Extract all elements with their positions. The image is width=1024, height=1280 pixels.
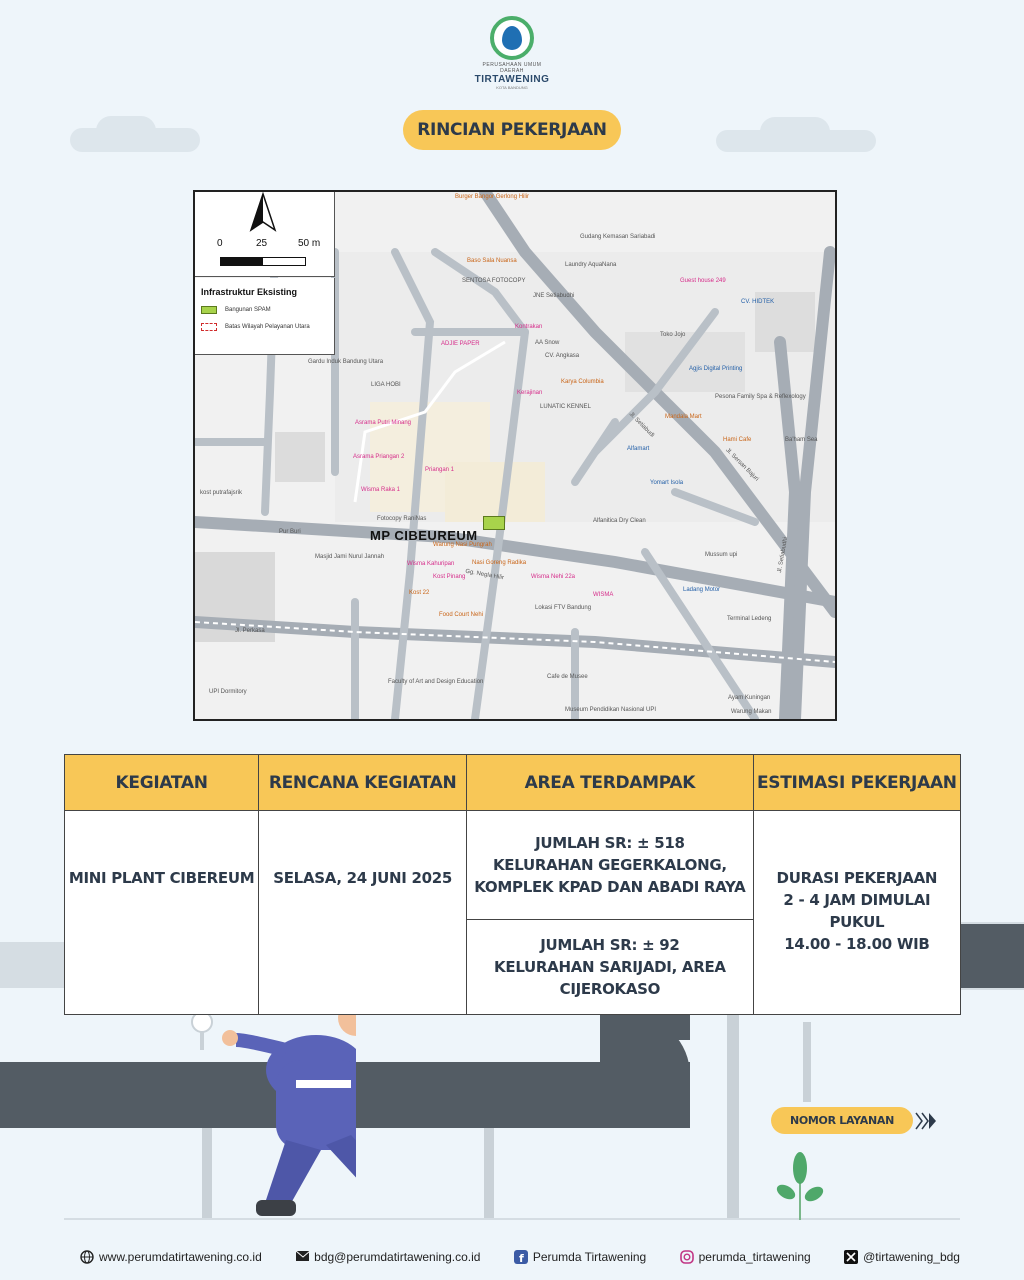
map-poi: SENTOSA FOTOCOPY [462, 278, 526, 284]
estimasi-line: DURASI PEKERJAAN [776, 869, 938, 887]
map-poi: Guest house 249 [680, 278, 726, 284]
scale-label-25: 25 [256, 238, 268, 249]
north-arrow-icon [243, 192, 283, 238]
map-poi: Kontrakan [515, 324, 543, 330]
legend-item-boundary [201, 323, 310, 331]
map-poi: LUNATIC KENNEL [540, 404, 591, 410]
legend-title: Infrastruktur Eksisting [201, 287, 298, 297]
header-area: AREA TERDAMPAK [467, 755, 754, 811]
street-label: Jl. Setiabudi [627, 411, 656, 439]
logo-tagline: PERUSAHAAN UMUM DAERAH [482, 62, 542, 74]
work-details-table [64, 754, 961, 1015]
logo-sub: KOTA BANDUNG [496, 85, 528, 90]
pipe-right-end [960, 924, 1024, 988]
header-kegiatan: KEGIATAN [65, 755, 259, 811]
footer-x[interactable] [844, 1250, 960, 1264]
estimasi-line: 14.00 - 18.00 WIB [784, 935, 930, 953]
area-1-line: KELURAHAN GEGERKALONG, [492, 856, 727, 874]
tirtawening-logo [472, 16, 552, 88]
legend-item-label: Bangunan SPAM [225, 307, 271, 313]
map-poi: Yomart Isola [650, 480, 684, 486]
cloud-right-top [760, 117, 830, 147]
map-poi: Terminal Ledeng [727, 616, 772, 622]
cell-area-2 [467, 920, 754, 1015]
map-poi: CV. HIDTEK [741, 299, 775, 305]
map-poi: Karya Columbia [561, 379, 604, 385]
water-drop-logo-icon [490, 16, 534, 60]
map-poi: WISMA [593, 592, 614, 598]
footer [80, 1246, 960, 1268]
map-poi: Laundry AquaNana [565, 262, 617, 268]
facebook-icon [514, 1250, 528, 1264]
map-poi: Pur Buri [279, 529, 301, 535]
map-poi: AA Snow [535, 340, 560, 346]
map-poi: Burger Bangor Gerlong Hilir [455, 194, 530, 200]
legend-item-spam [201, 306, 271, 314]
footer-instagram[interactable] [680, 1250, 811, 1264]
arrow-right-icon [914, 1109, 938, 1133]
map-poi: kost putrafajsrik [200, 490, 243, 496]
map-poi: CV. Angkasa [545, 353, 580, 359]
pressure-gauge-icon [188, 1010, 216, 1050]
facebook-text: Perumda Tirtawening [532, 1250, 647, 1264]
plant-icon [770, 1150, 830, 1220]
map-poi: Ladang Motor [683, 587, 721, 593]
map-poi: Alfamart [627, 446, 650, 452]
page-title: RINCIAN PEKERJAAN [403, 110, 621, 150]
map-poi: Nasi Goreng Radika [472, 560, 527, 566]
map-poi: Museum Pendidikan Nasional UPI [565, 707, 657, 713]
x-text: @tirtawening_bdg [863, 1250, 960, 1264]
map-poi: Pesona Family Spa & Reflexology [715, 394, 806, 400]
area-1-line: KOMPLEK KPAD DAN ABADI RAYA [474, 878, 746, 896]
map-poi: Kost 22 [409, 590, 430, 596]
map-poi: Priangan 1 [425, 467, 455, 473]
footer-website[interactable] [80, 1250, 262, 1264]
map-poi: LIGA HOBI [371, 382, 401, 388]
map-poi: Agjis Digital Printing [689, 366, 743, 372]
footer-email[interactable] [295, 1250, 480, 1264]
spam-building-marker [483, 516, 505, 530]
scale-bar [220, 257, 306, 266]
map-poi: Food Court Nehi [439, 612, 484, 618]
map-poi: Gudang Kemasan Sariabadi [580, 234, 656, 240]
x-icon [844, 1250, 858, 1264]
area-1-line: JUMLAH SR: ± 518 [535, 834, 685, 852]
location-map [193, 190, 837, 721]
map-poi: Mussum upi [705, 552, 738, 558]
mp-cibeureum-label: MP CIBEUREUM [370, 528, 478, 543]
map-poi: Ayam Kuningan [728, 695, 771, 701]
instagram-icon [680, 1250, 694, 1264]
worker-illustration [196, 1000, 356, 1230]
map-poi: Wisma Raka 1 [361, 487, 401, 493]
map-poi: UPI Dormitory [209, 689, 247, 695]
table-header-row [65, 755, 961, 811]
mail-icon [295, 1250, 309, 1264]
map-poi: Masjid Jami Nurul Jannah [315, 554, 385, 560]
cell-rencana: SELASA, 24 JUNI 2025 [259, 811, 467, 1015]
email-text: bdg@perumdatirtawening.co.id [314, 1250, 481, 1264]
pipe-support [727, 1012, 739, 1220]
map-poi: Fotocopy RaniNas [377, 516, 427, 522]
map-poi: Wisma Kahuripan [407, 561, 455, 567]
svg-text:f: f [518, 1252, 524, 1264]
map-poi: Hami Cafe [723, 437, 752, 443]
map-poi: Alfanitica Dry Clean [593, 518, 646, 524]
instagram-text: perumda_tirtawening [698, 1250, 811, 1264]
map-poi: Gardu Induk Bandung Utara [308, 359, 384, 365]
area-2-line: JUMLAH SR: ± 92 [540, 936, 680, 954]
map-poi: Ba'ham Sea [785, 437, 818, 443]
header-rencana: RENCANA KEGIATAN [259, 755, 467, 811]
map-poi: Kerajinan [517, 390, 543, 396]
map-poi: Faculty of Art and Design Education [388, 679, 484, 685]
pipe-background-left [0, 942, 64, 988]
map-poi: Asrama Putri Minang [355, 420, 412, 426]
map-poi: Lokasi FTV Bandung [535, 605, 592, 611]
infrastructure-legend [195, 278, 335, 355]
area-2-line: CIJEROKASO [559, 980, 661, 998]
header-estimasi: ESTIMASI PEKERJAAN [753, 755, 960, 811]
cell-kegiatan: MINI PLANT CIBEREUM [65, 811, 259, 1015]
map-poi: Cafe de Musee [547, 674, 588, 680]
map-poi: Kost Pinang [433, 574, 466, 580]
scale-legend [195, 192, 335, 277]
map-poi: Warung Nasi Pungrah [433, 542, 492, 548]
map-poi: Baso Sala Nuansa [467, 258, 517, 264]
cloud-left-top [96, 116, 156, 146]
street-label: Jl. Setiabudhi [776, 536, 790, 574]
map-poi: Mandala Mart [665, 414, 702, 420]
globe-icon [80, 1250, 94, 1264]
pipe-support [803, 1022, 811, 1102]
map-poi: JNE Setiabudhi [533, 293, 575, 299]
street-label: Jl. Perkasa [235, 628, 265, 634]
footer-facebook[interactable] [514, 1250, 646, 1264]
map-poi: Wisma Nehi 22a [531, 574, 576, 580]
pipe-support [484, 1128, 494, 1220]
logo-name: TIRTAWENING [474, 74, 550, 85]
map-poi: Asrama Priangan 2 [353, 454, 405, 460]
scale-label-50: 50 m [298, 238, 321, 249]
street-label: Gg. Negla Hilir [464, 568, 505, 582]
map-poi: Warung Makan [731, 709, 772, 715]
map-poi: ADJIE PAPER [441, 341, 480, 347]
table-row [65, 811, 961, 920]
estimasi-line: 2 - 4 JAM DIMULAI PUKUL [783, 891, 931, 931]
cell-area-1 [467, 811, 754, 920]
street-label: Jl. Sersan Bajuri [724, 447, 760, 483]
map-poi: Toko Jojo [660, 332, 686, 338]
nomor-layanan-button[interactable]: NOMOR LAYANAN [771, 1107, 913, 1134]
cell-estimasi [753, 811, 960, 1015]
website-text: www.perumdatirtawening.co.id [99, 1250, 262, 1264]
scale-label-0: 0 [217, 238, 223, 249]
area-2-line: KELURAHAN SARIJADI, AREA [494, 958, 726, 976]
legend-item-label: Batas Wilayah Pelayanan Utara [225, 324, 310, 330]
